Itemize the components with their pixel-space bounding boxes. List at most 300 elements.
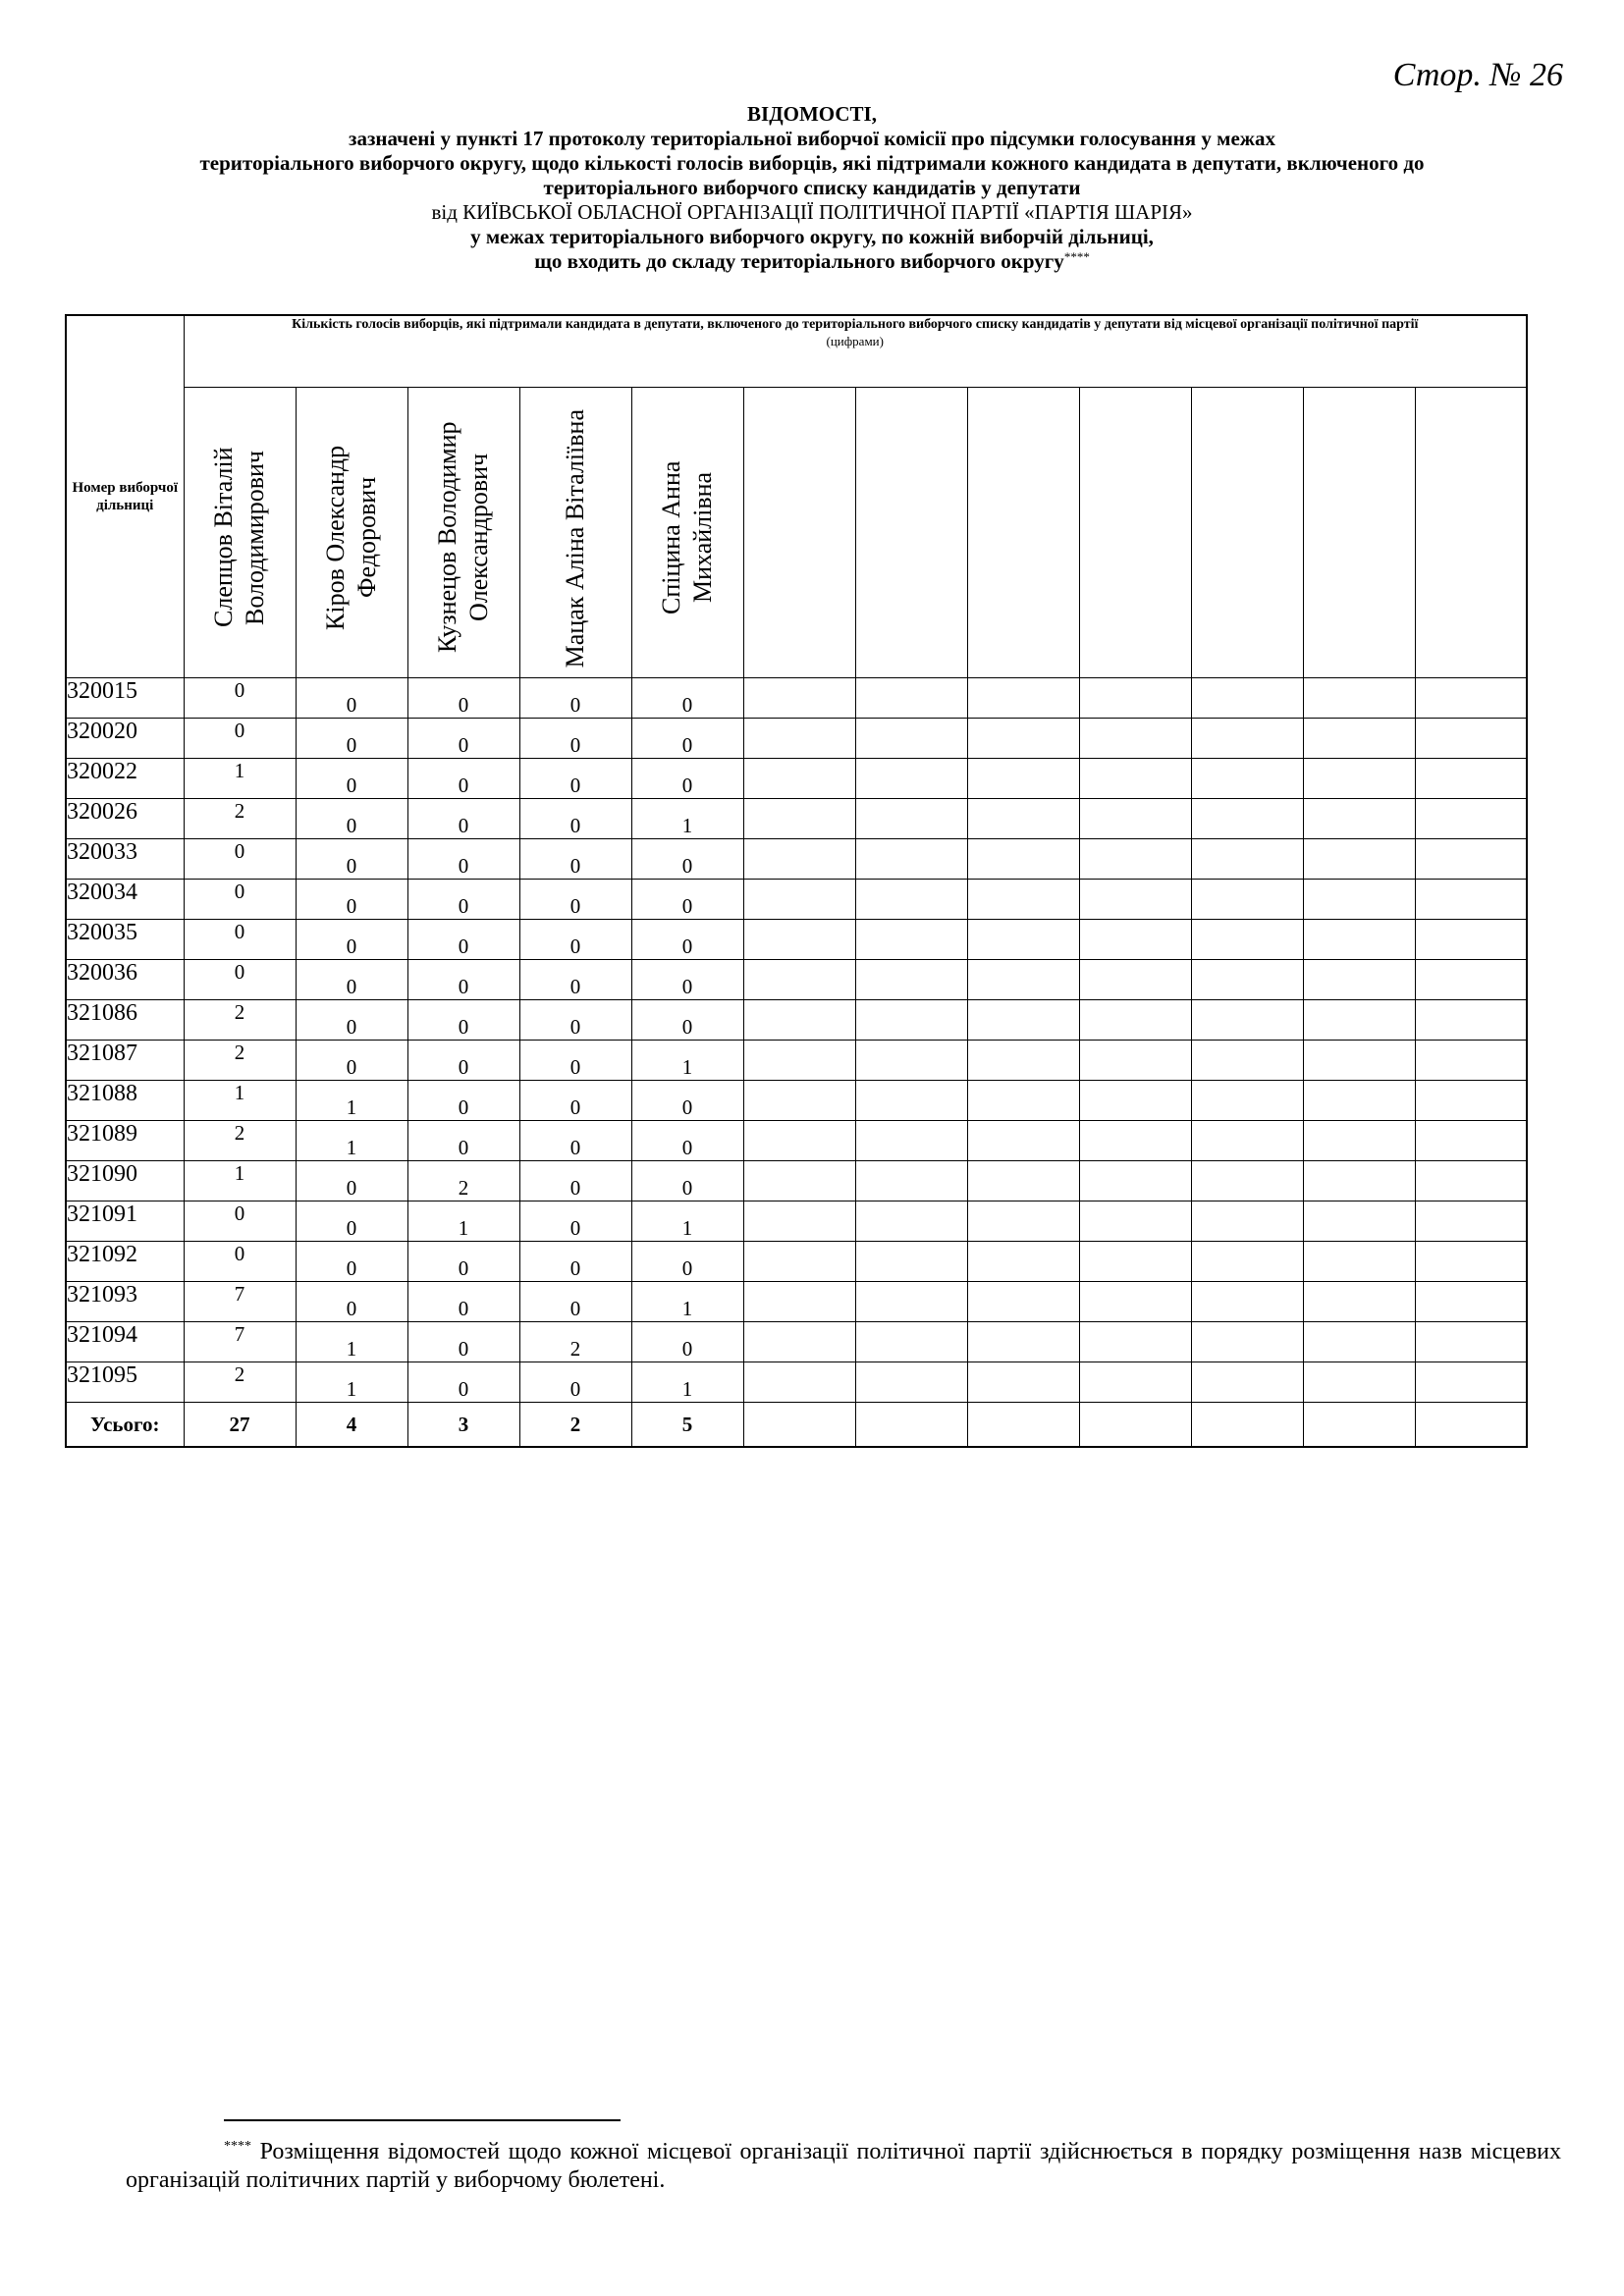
- empty-cell: [1191, 799, 1303, 839]
- total-row: [66, 1403, 1527, 1448]
- empty-cell: [967, 799, 1079, 839]
- vote-count: 0: [407, 880, 519, 920]
- empty-cell: [1079, 920, 1191, 960]
- empty-cell: [1079, 1322, 1191, 1362]
- empty-cell: [1303, 1161, 1415, 1201]
- empty-cell: [855, 1403, 967, 1448]
- vote-count: 0: [519, 880, 631, 920]
- empty-cell: [1415, 719, 1527, 759]
- heading-line-2: зазначені у пункті 17 протоколу територіальної виборчої комісії про підсумки голосування у межах: [349, 127, 1275, 150]
- vote-count: 0: [407, 960, 519, 1000]
- vote-count: 0: [519, 839, 631, 880]
- empty-cell: [1191, 1161, 1303, 1201]
- table-row: [66, 678, 1527, 719]
- votes-group-subheader: (цифрами): [826, 334, 884, 348]
- vote-count: 0: [519, 1161, 631, 1201]
- vote-count: 0: [519, 1201, 631, 1242]
- candidate-header-11: [1303, 388, 1415, 678]
- empty-cell: [855, 960, 967, 1000]
- empty-cell: [1191, 880, 1303, 920]
- vote-count: 1: [631, 1282, 743, 1322]
- heading-line-7: [0, 249, 1624, 274]
- vote-count: 0: [631, 1121, 743, 1161]
- candidate-name: Мацак Аліна Віталіївна: [561, 408, 589, 667]
- total-vote-count: 27: [184, 1403, 296, 1448]
- empty-cell: [1415, 759, 1527, 799]
- vote-count: 1: [296, 1081, 407, 1121]
- vote-count: 1: [184, 759, 296, 799]
- empty-cell: [1303, 719, 1415, 759]
- empty-cell: [1191, 1081, 1303, 1121]
- empty-cell: [1303, 839, 1415, 880]
- vote-count: 0: [184, 880, 296, 920]
- empty-cell: [743, 1282, 855, 1322]
- empty-cell: [855, 880, 967, 920]
- table-row: [66, 1041, 1527, 1081]
- empty-cell: [855, 1201, 967, 1242]
- empty-cell: [743, 880, 855, 920]
- vote-count: 0: [631, 759, 743, 799]
- vote-count: 0: [631, 719, 743, 759]
- empty-cell: [967, 1362, 1079, 1403]
- empty-cell: [1415, 1121, 1527, 1161]
- table-row: [66, 799, 1527, 839]
- empty-cell: [1303, 1362, 1415, 1403]
- empty-cell: [1303, 880, 1415, 920]
- document-heading: [0, 102, 1624, 274]
- vote-count: 2: [184, 1000, 296, 1041]
- vote-count: 0: [407, 1081, 519, 1121]
- empty-cell: [1415, 1403, 1527, 1448]
- empty-cell: [743, 1201, 855, 1242]
- empty-cell: [967, 1081, 1079, 1121]
- empty-cell: [967, 1041, 1079, 1081]
- vote-count: 1: [296, 1121, 407, 1161]
- empty-cell: [1415, 1322, 1527, 1362]
- empty-cell: [1079, 1403, 1191, 1448]
- empty-cell: [1303, 1000, 1415, 1041]
- vote-count: 1: [184, 1081, 296, 1121]
- empty-cell: [1415, 1041, 1527, 1081]
- empty-cell: [743, 1081, 855, 1121]
- empty-cell: [967, 1282, 1079, 1322]
- vote-count: 0: [296, 1161, 407, 1201]
- station-number: 320036: [66, 960, 184, 1000]
- vote-count: 1: [631, 799, 743, 839]
- empty-cell: [1079, 1041, 1191, 1081]
- vote-count: 0: [519, 799, 631, 839]
- vote-count: 2: [407, 1161, 519, 1201]
- empty-cell: [855, 719, 967, 759]
- vote-count: 0: [296, 799, 407, 839]
- empty-cell: [1303, 1121, 1415, 1161]
- empty-cell: [967, 1322, 1079, 1362]
- vote-count: 1: [407, 1201, 519, 1242]
- vote-count: 0: [184, 839, 296, 880]
- candidate-header-8: [967, 388, 1079, 678]
- candidate-name: Кіров Олександр Федорович: [321, 445, 381, 630]
- candidate-header-4: [519, 388, 631, 678]
- empty-cell: [1415, 1362, 1527, 1403]
- candidate-header-3: [407, 388, 519, 678]
- vote-count: 0: [184, 1201, 296, 1242]
- vote-count: 1: [631, 1041, 743, 1081]
- empty-cell: [1191, 719, 1303, 759]
- empty-cell: [1415, 1161, 1527, 1201]
- total-vote-count: 2: [519, 1403, 631, 1448]
- empty-cell: [1191, 1000, 1303, 1041]
- empty-cell: [855, 799, 967, 839]
- station-number: 320022: [66, 759, 184, 799]
- station-number: 321094: [66, 1322, 184, 1362]
- empty-cell: [967, 1242, 1079, 1282]
- empty-cell: [1415, 1000, 1527, 1041]
- table-row: [66, 1081, 1527, 1121]
- footnote-mark: ****: [224, 2139, 251, 2154]
- empty-cell: [1079, 960, 1191, 1000]
- vote-count: 0: [184, 1242, 296, 1282]
- empty-cell: [855, 1121, 967, 1161]
- empty-cell: [1303, 920, 1415, 960]
- vote-count: 0: [184, 678, 296, 719]
- empty-cell: [1191, 960, 1303, 1000]
- vote-count: 0: [519, 1000, 631, 1041]
- candidate-name: Спіцина Анна Михайлівна: [657, 460, 717, 614]
- empty-cell: [1303, 1081, 1415, 1121]
- vote-count: 0: [631, 1161, 743, 1201]
- vote-count: 0: [407, 719, 519, 759]
- vote-count: 0: [407, 799, 519, 839]
- empty-cell: [855, 1081, 967, 1121]
- station-number: 321089: [66, 1121, 184, 1161]
- votes-group-header: [184, 315, 1527, 388]
- empty-cell: [967, 1000, 1079, 1041]
- vote-count: 0: [519, 719, 631, 759]
- station-number: 321092: [66, 1242, 184, 1282]
- empty-cell: [1079, 1242, 1191, 1282]
- empty-cell: [1191, 678, 1303, 719]
- empty-cell: [1415, 799, 1527, 839]
- vote-count: 0: [407, 1322, 519, 1362]
- empty-cell: [855, 1161, 967, 1201]
- candidate-header-2: [296, 388, 407, 678]
- footnote-divider: [224, 2119, 621, 2121]
- empty-cell: [967, 719, 1079, 759]
- heading-line-4: територіального виборчого списку кандидатів у депутати: [543, 176, 1081, 199]
- empty-cell: [855, 1362, 967, 1403]
- empty-cell: [743, 1121, 855, 1161]
- empty-cell: [1191, 1322, 1303, 1362]
- empty-cell: [967, 880, 1079, 920]
- vote-count: 2: [519, 1322, 631, 1362]
- vote-count: 2: [184, 1041, 296, 1081]
- vote-count: 0: [296, 678, 407, 719]
- empty-cell: [1303, 1242, 1415, 1282]
- table-row: [66, 920, 1527, 960]
- vote-count: 0: [631, 1322, 743, 1362]
- candidate-header-10: [1191, 388, 1303, 678]
- heading-party-line: від КИЇВСЬКОЇ ОБЛАСНОЇ ОРГАНІЗАЦІЇ ПОЛІТИЧНОЇ ПАРТІЇ «ПАРТІЯ ШАРІЯ»: [431, 200, 1193, 224]
- station-number: 321087: [66, 1041, 184, 1081]
- total-label: Усього:: [66, 1403, 184, 1448]
- station-number: 321093: [66, 1282, 184, 1322]
- vote-count: 1: [184, 1161, 296, 1201]
- empty-cell: [743, 1362, 855, 1403]
- table-row: [66, 1242, 1527, 1282]
- empty-cell: [1415, 839, 1527, 880]
- empty-cell: [1415, 880, 1527, 920]
- empty-cell: [967, 920, 1079, 960]
- table-row: [66, 960, 1527, 1000]
- candidate-header-12: [1415, 388, 1527, 678]
- vote-count: 0: [407, 759, 519, 799]
- empty-cell: [855, 1322, 967, 1362]
- empty-cell: [855, 1041, 967, 1081]
- vote-count: 0: [519, 678, 631, 719]
- candidate-header-5: [631, 388, 743, 678]
- votes-group-header-text: Кількість голосів виборців, які підтримали кандидата в депутати, включеного до територіального виборчого списку кандидатів у депутати від місцевої організації політичної партії: [292, 317, 1419, 332]
- empty-cell: [967, 960, 1079, 1000]
- vote-count: 0: [519, 1121, 631, 1161]
- vote-count: 0: [407, 920, 519, 960]
- vote-count: 0: [296, 960, 407, 1000]
- vote-count: 2: [184, 1362, 296, 1403]
- empty-cell: [743, 759, 855, 799]
- vote-count: 2: [184, 1121, 296, 1161]
- empty-cell: [967, 1403, 1079, 1448]
- empty-cell: [855, 920, 967, 960]
- empty-cell: [1079, 1201, 1191, 1242]
- vote-count: 0: [519, 759, 631, 799]
- vote-count: 0: [519, 960, 631, 1000]
- station-number: 321091: [66, 1201, 184, 1242]
- table-row: [66, 880, 1527, 920]
- vote-count: 0: [631, 1081, 743, 1121]
- footnote: [126, 2138, 1561, 2195]
- empty-cell: [743, 1000, 855, 1041]
- empty-cell: [855, 1242, 967, 1282]
- vote-count: 0: [631, 678, 743, 719]
- candidate-header-9: [1079, 388, 1191, 678]
- station-number-header: Номер виборчої дільниці: [66, 315, 184, 678]
- station-number: 320015: [66, 678, 184, 719]
- station-number: 320026: [66, 799, 184, 839]
- total-vote-count: 3: [407, 1403, 519, 1448]
- vote-count: 0: [296, 1282, 407, 1322]
- vote-count: 1: [631, 1362, 743, 1403]
- vote-count: 0: [407, 1121, 519, 1161]
- vote-count: 0: [631, 920, 743, 960]
- heading-line-6: у межах територіального виборчого округу, по кожній виборчій дільниці,: [470, 225, 1154, 248]
- empty-cell: [1303, 960, 1415, 1000]
- empty-cell: [743, 960, 855, 1000]
- empty-cell: [1079, 1161, 1191, 1201]
- candidate-name: Кузнецов Володимир Олександрович: [433, 421, 493, 654]
- empty-cell: [1415, 920, 1527, 960]
- footnote-reference-mark: ****: [1063, 249, 1090, 264]
- table-row: [66, 1201, 1527, 1242]
- empty-cell: [743, 1041, 855, 1081]
- empty-cell: [1191, 759, 1303, 799]
- empty-cell: [1191, 1282, 1303, 1322]
- empty-cell: [743, 1242, 855, 1282]
- table-row: [66, 759, 1527, 799]
- empty-cell: [743, 799, 855, 839]
- empty-cell: [1415, 1201, 1527, 1242]
- empty-cell: [1079, 799, 1191, 839]
- table-row: [66, 1282, 1527, 1322]
- empty-cell: [743, 1322, 855, 1362]
- vote-count: 0: [407, 839, 519, 880]
- station-number: 321090: [66, 1161, 184, 1201]
- empty-cell: [1191, 1201, 1303, 1242]
- empty-cell: [1303, 799, 1415, 839]
- empty-cell: [1303, 759, 1415, 799]
- empty-cell: [967, 1201, 1079, 1242]
- vote-count: 0: [519, 1362, 631, 1403]
- vote-count: 0: [407, 1362, 519, 1403]
- empty-cell: [1415, 960, 1527, 1000]
- vote-count: 0: [519, 1081, 631, 1121]
- empty-cell: [1079, 759, 1191, 799]
- empty-cell: [1415, 1242, 1527, 1282]
- vote-count: 0: [184, 920, 296, 960]
- station-number: 320020: [66, 719, 184, 759]
- vote-count: 1: [296, 1362, 407, 1403]
- vote-count: 0: [296, 920, 407, 960]
- station-number: 321088: [66, 1081, 184, 1121]
- empty-cell: [967, 759, 1079, 799]
- empty-cell: [967, 678, 1079, 719]
- vote-count: 0: [296, 880, 407, 920]
- vote-count: 0: [296, 719, 407, 759]
- vote-count: 0: [631, 880, 743, 920]
- station-number: 320034: [66, 880, 184, 920]
- empty-cell: [1079, 880, 1191, 920]
- vote-count: 0: [296, 1041, 407, 1081]
- vote-count: 0: [407, 1041, 519, 1081]
- empty-cell: [1303, 1403, 1415, 1448]
- vote-count: 0: [407, 1000, 519, 1041]
- empty-cell: [1079, 1081, 1191, 1121]
- vote-count: 0: [519, 1282, 631, 1322]
- empty-cell: [1079, 678, 1191, 719]
- candidate-header-row: [66, 388, 1527, 678]
- vote-count: 0: [407, 678, 519, 719]
- empty-cell: [1191, 1121, 1303, 1161]
- page-number: Стор. № 26: [1392, 57, 1563, 93]
- candidate-header-7: [855, 388, 967, 678]
- empty-cell: [743, 920, 855, 960]
- empty-cell: [1303, 1201, 1415, 1242]
- table-row: [66, 1000, 1527, 1041]
- vote-count: 0: [631, 960, 743, 1000]
- empty-cell: [855, 1282, 967, 1322]
- candidate-header-1: [184, 388, 296, 678]
- results-table-body: [66, 678, 1527, 1448]
- vote-count: 0: [519, 1242, 631, 1282]
- table-row: [66, 1161, 1527, 1201]
- vote-count: 7: [184, 1322, 296, 1362]
- empty-cell: [1079, 1282, 1191, 1322]
- empty-cell: [1415, 1081, 1527, 1121]
- empty-cell: [855, 839, 967, 880]
- empty-cell: [1191, 1242, 1303, 1282]
- vote-count: 0: [407, 1282, 519, 1322]
- empty-cell: [1303, 1282, 1415, 1322]
- station-number: 321095: [66, 1362, 184, 1403]
- empty-cell: [1079, 1362, 1191, 1403]
- empty-cell: [967, 1121, 1079, 1161]
- empty-cell: [1191, 920, 1303, 960]
- total-vote-count: 4: [296, 1403, 407, 1448]
- heading-line-3: територіального виборчого округу, щодо кількості голосів виборців, які підтримали кожного кандидата в депутати, включеного до: [199, 151, 1425, 175]
- vote-count: 0: [184, 719, 296, 759]
- empty-cell: [743, 839, 855, 880]
- vote-count: 1: [296, 1322, 407, 1362]
- empty-cell: [743, 678, 855, 719]
- empty-cell: [1415, 678, 1527, 719]
- vote-count: 0: [519, 920, 631, 960]
- empty-cell: [855, 678, 967, 719]
- empty-cell: [1191, 1403, 1303, 1448]
- table-row: [66, 1362, 1527, 1403]
- heading-line-7-text: що входить до складу територіального виборчого округу: [534, 249, 1064, 273]
- empty-cell: [1415, 1282, 1527, 1322]
- station-number: 321086: [66, 1000, 184, 1041]
- vote-count: 7: [184, 1282, 296, 1322]
- empty-cell: [743, 1403, 855, 1448]
- table-row: [66, 839, 1527, 880]
- candidate-header-6: [743, 388, 855, 678]
- empty-cell: [743, 719, 855, 759]
- empty-cell: [1303, 1322, 1415, 1362]
- empty-cell: [855, 759, 967, 799]
- candidate-name: Слепцов Віталій Володимирович: [209, 447, 269, 628]
- empty-cell: [855, 1000, 967, 1041]
- footnote-text: Розміщення відомостей щодо кожної місцевої організації політичної партії здійснюється в порядку розміщення назв місцевих організацій політичних партій у виборчому бюлетені.: [126, 2139, 1561, 2193]
- empty-cell: [1079, 719, 1191, 759]
- vote-count: 0: [296, 839, 407, 880]
- empty-cell: [743, 1161, 855, 1201]
- vote-count: 0: [519, 1041, 631, 1081]
- empty-cell: [1191, 1362, 1303, 1403]
- empty-cell: [1303, 1041, 1415, 1081]
- vote-count: 0: [296, 1000, 407, 1041]
- vote-count: 0: [407, 1242, 519, 1282]
- vote-count: 0: [631, 1242, 743, 1282]
- vote-count: 0: [631, 839, 743, 880]
- heading-title: ВІДОМОСТІ,: [747, 102, 877, 126]
- empty-cell: [1191, 839, 1303, 880]
- results-table: [65, 314, 1528, 1448]
- table-row: [66, 1322, 1527, 1362]
- vote-count: 0: [631, 1000, 743, 1041]
- vote-count: 0: [184, 960, 296, 1000]
- vote-count: 0: [296, 1201, 407, 1242]
- station-number: 320035: [66, 920, 184, 960]
- table-row: [66, 719, 1527, 759]
- empty-cell: [1191, 1041, 1303, 1081]
- empty-cell: [1079, 1121, 1191, 1161]
- vote-count: 1: [631, 1201, 743, 1242]
- station-number: 320033: [66, 839, 184, 880]
- vote-count: 2: [184, 799, 296, 839]
- empty-cell: [967, 839, 1079, 880]
- vote-count: 0: [296, 1242, 407, 1282]
- total-vote-count: 5: [631, 1403, 743, 1448]
- empty-cell: [1303, 678, 1415, 719]
